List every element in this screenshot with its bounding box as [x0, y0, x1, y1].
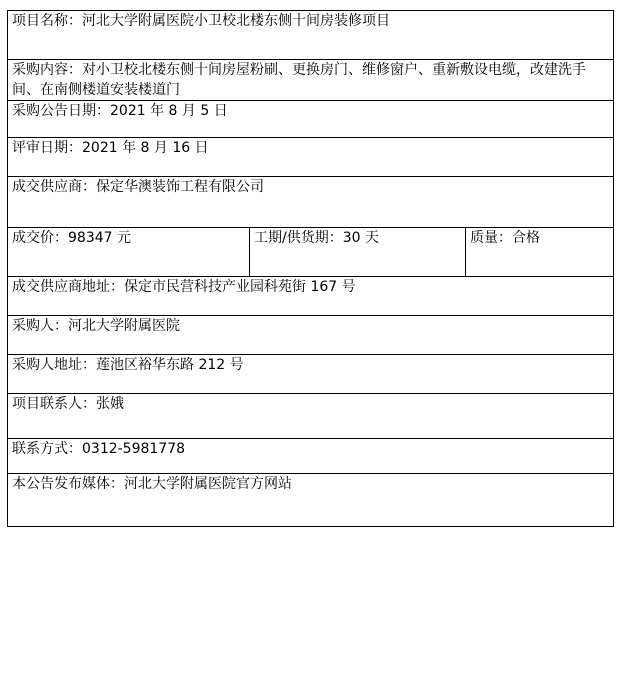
row-supplier-address	[8, 277, 614, 316]
row-supplier	[8, 177, 614, 228]
purchaser-address-cell	[8, 355, 614, 394]
quality-cell	[466, 228, 614, 277]
review-date-cell	[8, 138, 614, 177]
project-name: 项目名称：河北大学附属医院小卫校北楼东侧十间房装修项目	[12, 13, 390, 29]
row-announcement-date	[8, 101, 614, 138]
period-cell	[250, 228, 466, 277]
procurement-content-cell	[8, 60, 614, 101]
row-project-name	[8, 11, 614, 60]
row-purchaser	[8, 316, 614, 355]
price-cell	[8, 228, 250, 277]
announcement-date-cell	[8, 101, 614, 138]
purchaser-cell	[8, 316, 614, 355]
contact-person-cell	[8, 394, 614, 439]
row-media	[8, 474, 614, 527]
row-price-period-quality	[8, 228, 614, 277]
row-review-date	[8, 138, 614, 177]
row-purchaser-address	[8, 355, 614, 394]
contact-person: 项目联系人：张娥	[12, 396, 124, 412]
quality: 质量：合格	[470, 230, 540, 246]
media: 本公告发布媒体：河北大学附属医院官方网站	[12, 476, 292, 492]
project-name-cell	[8, 11, 614, 60]
announcement-date: 采购公告日期：2021 年 8 月 5 日	[12, 103, 228, 119]
row-procurement-content	[8, 60, 614, 101]
period: 工期/供货期：30 天	[254, 230, 379, 246]
media-cell	[8, 474, 614, 527]
purchaser-address: 采购人地址：莲池区裕华东路 212 号	[12, 357, 244, 373]
row-contact-person	[8, 394, 614, 439]
row-contact-phone	[8, 439, 614, 474]
procurement-content: 采购内容：对小卫校北楼东侧十间房屋粉刷、更换房门、维修窗户、重新敷设电缆，改建洗手间、在南侧楼道安装楼道门	[12, 62, 586, 98]
review-date: 评审日期：2021 年 8 月 16 日	[12, 140, 209, 156]
price: 成交价：98347 元	[12, 230, 131, 246]
purchaser: 采购人：河北大学附属医院	[12, 318, 180, 334]
contact-phone-cell	[8, 439, 614, 474]
supplier-address: 成交供应商地址：保定市民营科技产业园科苑街 167 号	[12, 279, 356, 295]
supplier-address-cell	[8, 277, 614, 316]
announcement-table	[7, 10, 614, 527]
supplier: 成交供应商：保定华澳装饰工程有限公司	[12, 179, 264, 195]
supplier-cell	[8, 177, 614, 228]
contact-phone: 联系方式：0312-5981778	[12, 441, 186, 457]
